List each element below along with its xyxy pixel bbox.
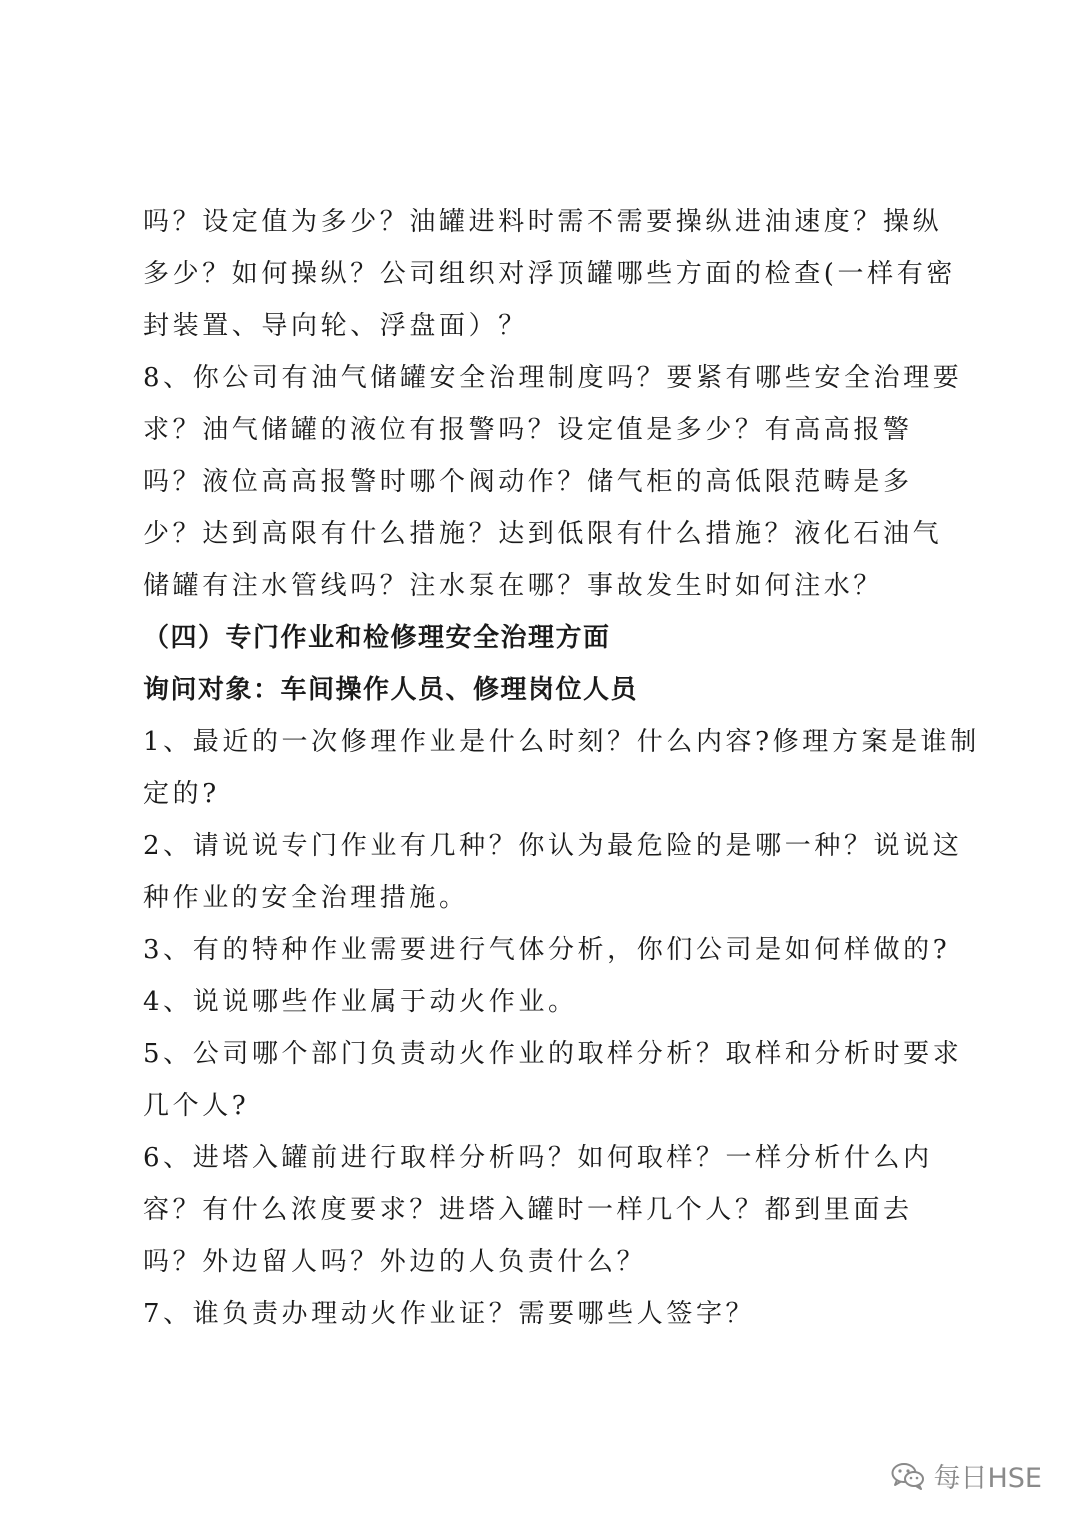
question-4-line: 4、说说哪些作业属于动火作业。	[143, 987, 578, 1017]
text-line: 吗？液位高高报警时哪个阀动作？储气柜的高低限范畴是多	[143, 467, 913, 497]
question-6-line: 6、进塔入罐前进行取样分析吗？如何取样？一样分析什么内	[143, 1143, 933, 1173]
text-line: 定的?	[143, 779, 220, 809]
question-3-line: 3、有的特种作业需要进行气体分析，你们公司是如何样做的?	[143, 935, 951, 965]
watermark	[891, 1456, 1042, 1495]
text-line: 少？达到高限有什么措施？达到低限有什么措施？液化石油气	[143, 519, 943, 549]
question-1-line: 1、最近的一次修理作业是什么时刻？什么内容?修理方案是谁制	[143, 727, 980, 757]
text-line: 吗？外边留人吗？外边的人负责什么？	[143, 1247, 647, 1277]
text-line: 容？有什么浓度要求？进塔入罐时一样几个人？都到里面去	[143, 1195, 913, 1225]
watermark-text: 每日HSE	[933, 1463, 1042, 1494]
text-line: 封装置、导向轮、浮盘面）？	[143, 311, 528, 341]
text-line: 吗？设定值为多少？油罐进料时需不需要操纵进油速度？操纵	[143, 207, 943, 237]
section-heading: （四）专门作业和检修理安全治理方面	[143, 623, 611, 653]
text-line: 求？油气储罐的液位有报警吗？设定值是多少？有高高报警	[143, 415, 913, 445]
question-7-line: 7、谁负责办理动火作业证？需要哪些人签字？	[143, 1299, 756, 1329]
text-line: 储罐有注水管线吗？注水泵在哪？事故发生时如何注水？	[143, 571, 884, 601]
question-2-line: 2、请说说专门作业有几种？你认为最危险的是哪一种？说说这	[143, 831, 963, 861]
interview-target-heading: 询问对象：车间操作人员、修理岗位人员	[143, 675, 639, 705]
text-line: 几个人?	[143, 1091, 250, 1121]
text-line: 多少？如何操纵？公司组织对浮顶罐哪些方面的检查(一样有密	[143, 259, 956, 289]
question-8-line: 8、你公司有油气储罐安全治理制度吗？要紧有哪些安全治理要	[143, 363, 963, 393]
question-5-line: 5、公司哪个部门负责动火作业的取样分析？取样和分析时要求	[143, 1039, 963, 1069]
wechat-icon	[891, 1462, 925, 1490]
document-body	[143, 196, 980, 1340]
text-line: 种作业的安全治理措施。	[143, 883, 469, 913]
